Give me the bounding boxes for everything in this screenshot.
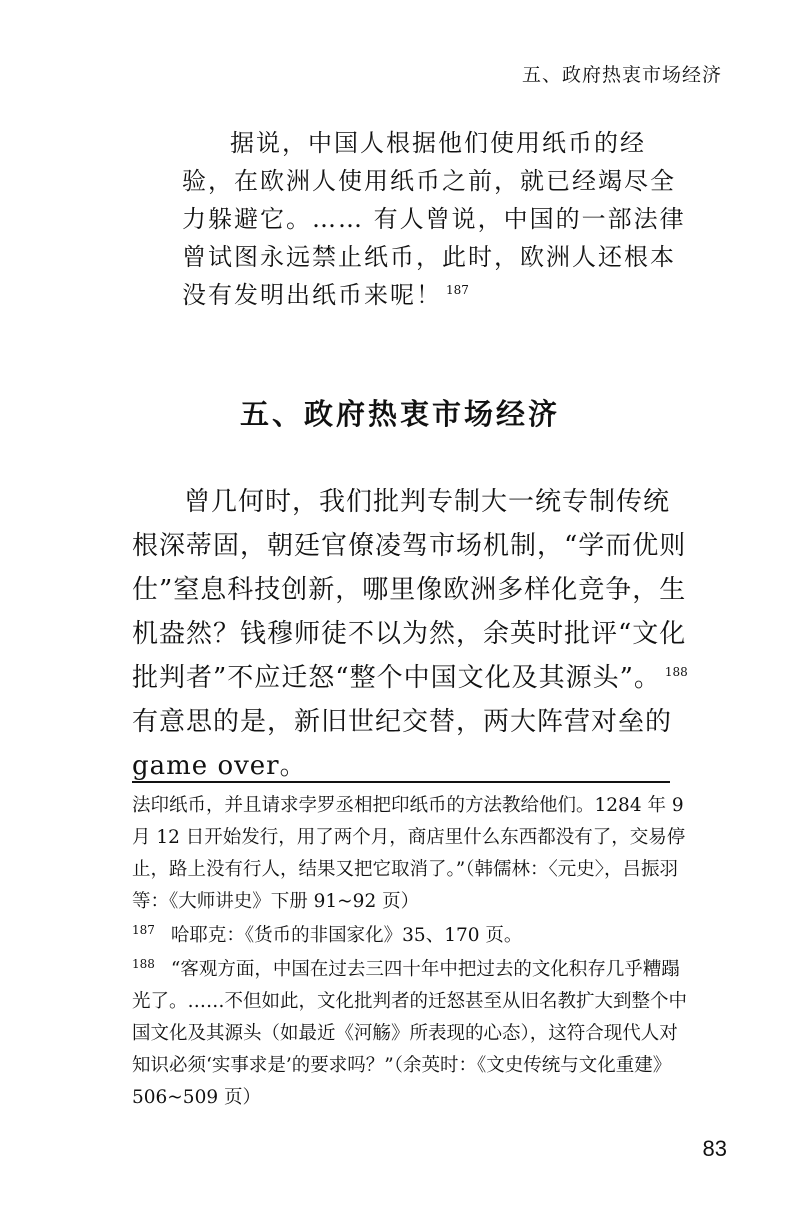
quote-text: 据说，中国人根据他们使用纸币的经验，在欧洲人使用纸币之前，就已经竭尽全力躲避它。…… 有人曾说，中国的一部法律曾试图永远禁止纸币，此时，欧洲人还根本没有发明出纸币来呢！ — [182, 129, 686, 309]
running-header: 五、政府热衷市场经济 — [521, 64, 722, 86]
page-number: 83 — [702, 1136, 727, 1161]
block-quote — [182, 124, 692, 314]
body-text-part-2: 有意思的是，新旧世纪交替，两大阵营对垒的 game over。 — [132, 707, 673, 781]
footnote-number: 188 — [132, 956, 155, 971]
body-paragraph — [132, 480, 688, 788]
footnotes — [132, 790, 690, 1114]
footnote-187 — [132, 920, 690, 952]
footnote-continued: 法印纸币，并且请求孛罗丞相把印纸币的方法教给他们。1284 年 9 月 12 日开始发行，用了两个月，商店里什么东西都没有了，交易停止，路上没有行人，结果又把它取消了。”（韩儒林：〈元史〉，吕振羽等：《大师讲史》下册 91~92 页） — [132, 795, 686, 912]
footnote-188 — [132, 954, 690, 1114]
body-text-part-1: 曾几何时，我们批判专制大一统专制传统根深蒂固，朝廷官僚凌驾市场机制，“学而优则仕”窒息科技创新，哪里像欧洲多样化竞争，生机盎然？钱穆师徒不以为然，余英时批评“文化批判者”不应迁怒“整个中国文化及其源头”。 — [132, 487, 687, 693]
footnote-text: 哈耶克：《货币的非国家化》35、170 页。 — [170, 925, 523, 946]
section-heading: 五、政府热衷市场经济 — [239, 397, 560, 431]
footnote-ref-187[interactable]: 187 — [446, 283, 469, 297]
footnote-ref-188[interactable]: 188 — [664, 665, 688, 680]
footnote-text: “客观方面，中国在过去三四十年中把过去的文化积存几乎糟蹋光了。……不但如此，文化批判者的迁怒甚至从旧名教扩大到整个中国文化及其源头（如最近《河觞》所表现的心态），这符合现代人对知识必须‘实事求是’的要求吗？”（余英时：《文史传统与文化重建》506~509 页） — [132, 959, 688, 1108]
footnote-number: 187 — [132, 922, 155, 937]
footnote-divider — [132, 781, 670, 783]
